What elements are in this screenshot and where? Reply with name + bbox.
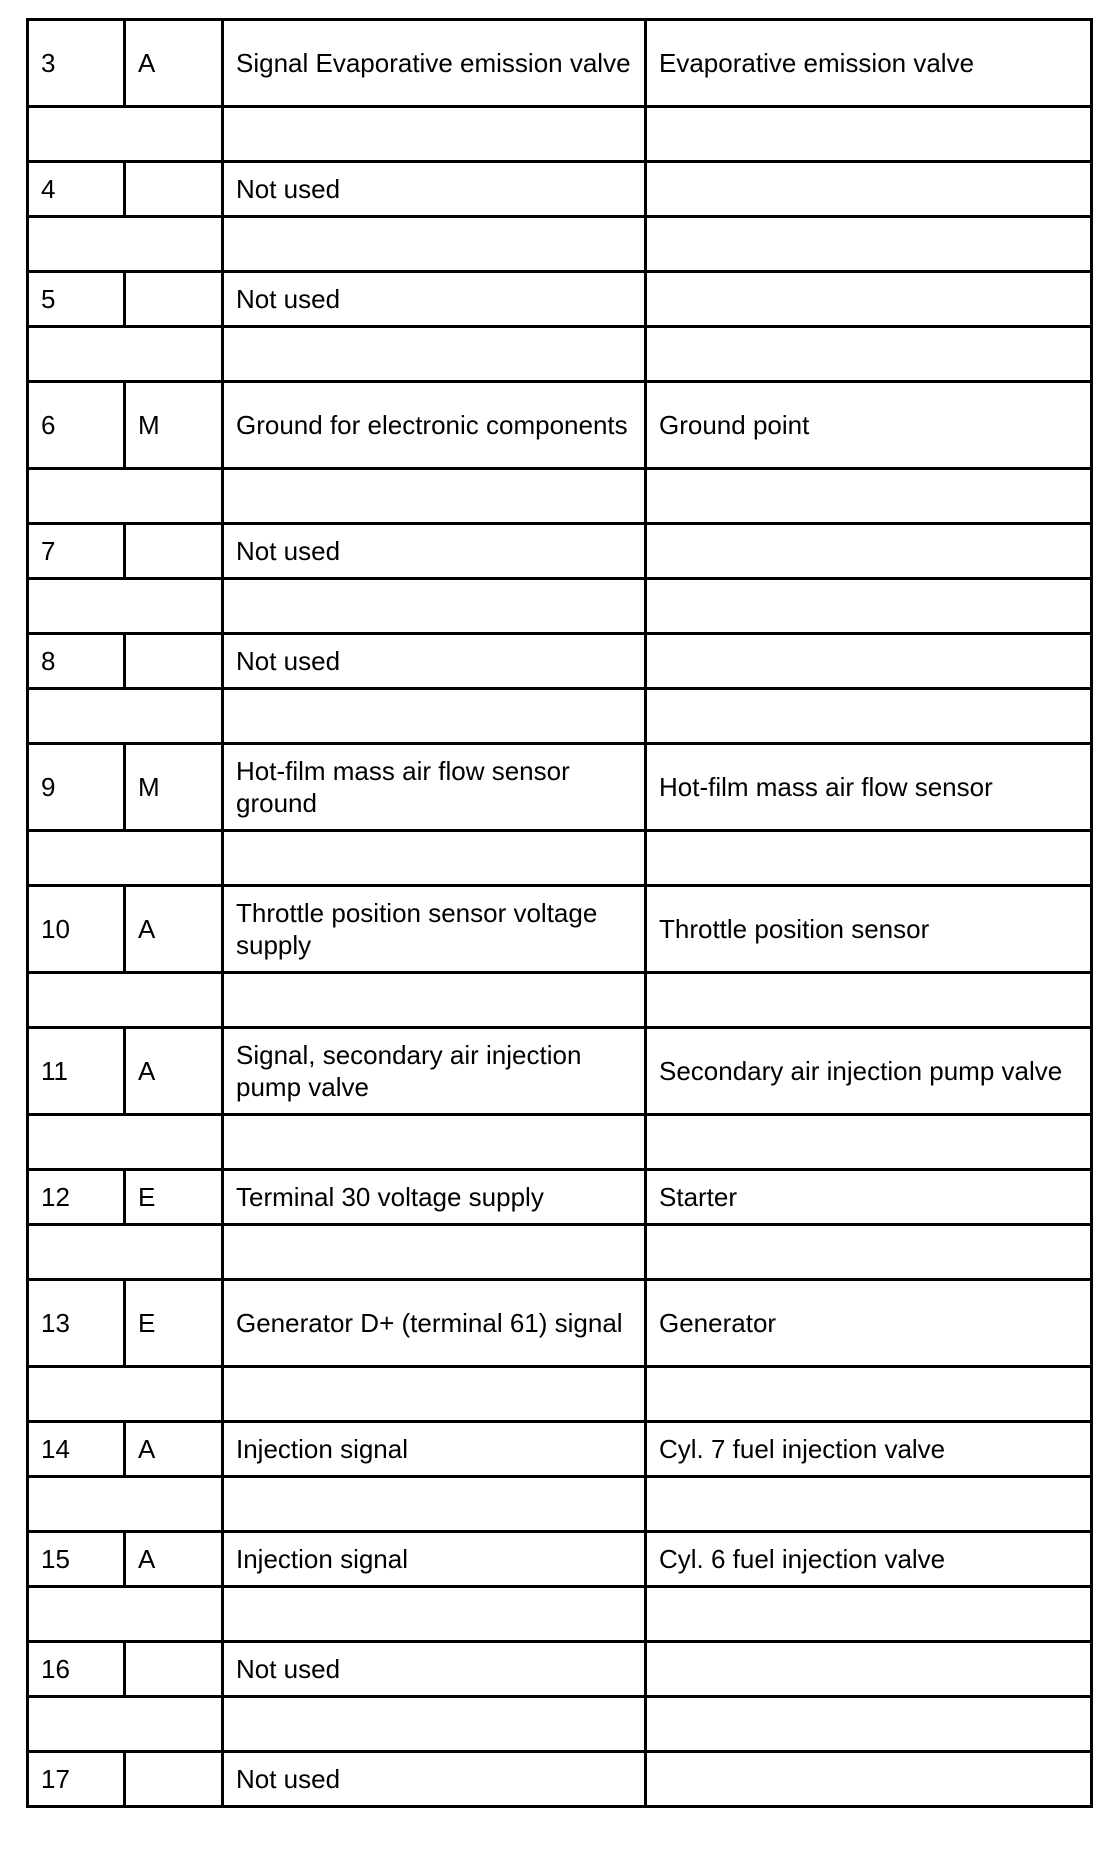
spacer-row	[28, 1367, 1092, 1422]
type-cell: M	[125, 382, 223, 469]
spacer-cell	[223, 327, 646, 382]
type-cell	[125, 634, 223, 689]
description-cell: Not used	[223, 634, 646, 689]
table-row	[28, 634, 1092, 689]
spacer-cell	[28, 1587, 223, 1642]
component-cell: Evaporative emission valve	[646, 20, 1092, 107]
table-row	[28, 272, 1092, 327]
component-cell: Cyl. 7 fuel injection valve	[646, 1422, 1092, 1477]
spacer-cell	[223, 973, 646, 1028]
pin-cell: 14	[28, 1422, 125, 1477]
description-cell: Signal Evaporative emission valve	[223, 20, 646, 107]
pin-cell: 15	[28, 1532, 125, 1587]
type-cell: A	[125, 1532, 223, 1587]
type-cell: M	[125, 744, 223, 831]
component-cell: Cyl. 6 fuel injection valve	[646, 1532, 1092, 1587]
type-cell: A	[125, 886, 223, 973]
table-row	[28, 524, 1092, 579]
component-cell	[646, 162, 1092, 217]
spacer-row	[28, 107, 1092, 162]
spacer-cell	[28, 1697, 223, 1752]
pin-cell: 7	[28, 524, 125, 579]
spacer-cell	[28, 327, 223, 382]
spacer-cell	[223, 1367, 646, 1422]
component-cell: Secondary air injection pump valve	[646, 1028, 1092, 1115]
table-row	[28, 744, 1092, 831]
spacer-cell	[223, 1115, 646, 1170]
description-cell: Hot-film mass air flow sensor ground	[223, 744, 646, 831]
component-cell	[646, 1642, 1092, 1697]
spacer-row	[28, 1115, 1092, 1170]
spacer-cell	[28, 1225, 223, 1280]
spacer-cell	[646, 1367, 1092, 1422]
table-row	[28, 886, 1092, 973]
spacer-cell	[646, 1697, 1092, 1752]
spacer-cell	[646, 327, 1092, 382]
spacer-cell	[646, 1587, 1092, 1642]
spacer-cell	[223, 579, 646, 634]
type-cell: A	[125, 1028, 223, 1115]
description-cell: Not used	[223, 272, 646, 327]
type-cell	[125, 162, 223, 217]
table-row	[28, 1170, 1092, 1225]
description-cell: Not used	[223, 524, 646, 579]
table-row	[28, 1028, 1092, 1115]
pin-cell: 16	[28, 1642, 125, 1697]
description-cell: Injection signal	[223, 1422, 646, 1477]
pin-cell: 11	[28, 1028, 125, 1115]
type-cell	[125, 1642, 223, 1697]
type-cell	[125, 1752, 223, 1807]
description-cell: Not used	[223, 1752, 646, 1807]
spacer-row	[28, 1225, 1092, 1280]
type-cell: E	[125, 1280, 223, 1367]
type-cell	[125, 524, 223, 579]
spacer-cell	[28, 689, 223, 744]
spacer-cell	[28, 973, 223, 1028]
spacer-row	[28, 1697, 1092, 1752]
pin-cell: 8	[28, 634, 125, 689]
description-cell: Not used	[223, 1642, 646, 1697]
spacer-cell	[223, 689, 646, 744]
pin-cell: 12	[28, 1170, 125, 1225]
spacer-cell	[646, 107, 1092, 162]
pin-cell: 10	[28, 886, 125, 973]
description-cell: Throttle position sensor voltage supply	[223, 886, 646, 973]
spacer-cell	[223, 217, 646, 272]
type-cell: A	[125, 1422, 223, 1477]
type-cell	[125, 272, 223, 327]
spacer-cell	[646, 831, 1092, 886]
pin-cell: 9	[28, 744, 125, 831]
spacer-row	[28, 1477, 1092, 1532]
type-cell: A	[125, 20, 223, 107]
component-cell	[646, 272, 1092, 327]
pin-cell: 17	[28, 1752, 125, 1807]
spacer-cell	[646, 1477, 1092, 1532]
spacer-cell	[28, 1115, 223, 1170]
spacer-cell	[223, 831, 646, 886]
spacer-cell	[28, 217, 223, 272]
spacer-cell	[646, 579, 1092, 634]
spacer-row	[28, 327, 1092, 382]
spacer-cell	[223, 1587, 646, 1642]
component-cell	[646, 634, 1092, 689]
spacer-cell	[28, 469, 223, 524]
spacer-cell	[28, 107, 223, 162]
description-cell: Injection signal	[223, 1532, 646, 1587]
component-cell: Starter	[646, 1170, 1092, 1225]
description-cell: Signal, secondary air injection pump valve	[223, 1028, 646, 1115]
spacer-cell	[223, 107, 646, 162]
pin-cell: 4	[28, 162, 125, 217]
table-row	[28, 382, 1092, 469]
table-row	[28, 20, 1092, 107]
component-cell: Throttle position sensor	[646, 886, 1092, 973]
spacer-cell	[28, 1477, 223, 1532]
spacer-cell	[646, 1115, 1092, 1170]
spacer-cell	[646, 217, 1092, 272]
spacer-row	[28, 1587, 1092, 1642]
table-row	[28, 1642, 1092, 1697]
spacer-row	[28, 831, 1092, 886]
spacer-cell	[223, 1225, 646, 1280]
spacer-cell	[646, 973, 1092, 1028]
spacer-row	[28, 689, 1092, 744]
table-body	[28, 20, 1092, 1807]
spacer-row	[28, 469, 1092, 524]
spacer-cell	[646, 1225, 1092, 1280]
description-cell: Generator D+ (terminal 61) signal	[223, 1280, 646, 1367]
spacer-cell	[646, 689, 1092, 744]
spacer-cell	[223, 469, 646, 524]
component-cell	[646, 1752, 1092, 1807]
table-row	[28, 162, 1092, 217]
pin-cell: 13	[28, 1280, 125, 1367]
spacer-cell	[28, 579, 223, 634]
pin-assignment-table	[26, 18, 1093, 1808]
component-cell: Generator	[646, 1280, 1092, 1367]
component-cell	[646, 524, 1092, 579]
spacer-cell	[223, 1697, 646, 1752]
description-cell: Ground for electronic components	[223, 382, 646, 469]
table-row	[28, 1532, 1092, 1587]
spacer-row	[28, 973, 1092, 1028]
component-cell: Hot-film mass air flow sensor	[646, 744, 1092, 831]
spacer-cell	[223, 1477, 646, 1532]
component-cell: Ground point	[646, 382, 1092, 469]
spacer-cell	[28, 1367, 223, 1422]
pin-cell: 5	[28, 272, 125, 327]
spacer-cell	[646, 469, 1092, 524]
table-row	[28, 1752, 1092, 1807]
spacer-row	[28, 217, 1092, 272]
spacer-row	[28, 579, 1092, 634]
table-row	[28, 1280, 1092, 1367]
pin-cell: 6	[28, 382, 125, 469]
pin-cell: 3	[28, 20, 125, 107]
type-cell: E	[125, 1170, 223, 1225]
spacer-cell	[28, 831, 223, 886]
description-cell: Terminal 30 voltage supply	[223, 1170, 646, 1225]
description-cell: Not used	[223, 162, 646, 217]
table-row	[28, 1422, 1092, 1477]
